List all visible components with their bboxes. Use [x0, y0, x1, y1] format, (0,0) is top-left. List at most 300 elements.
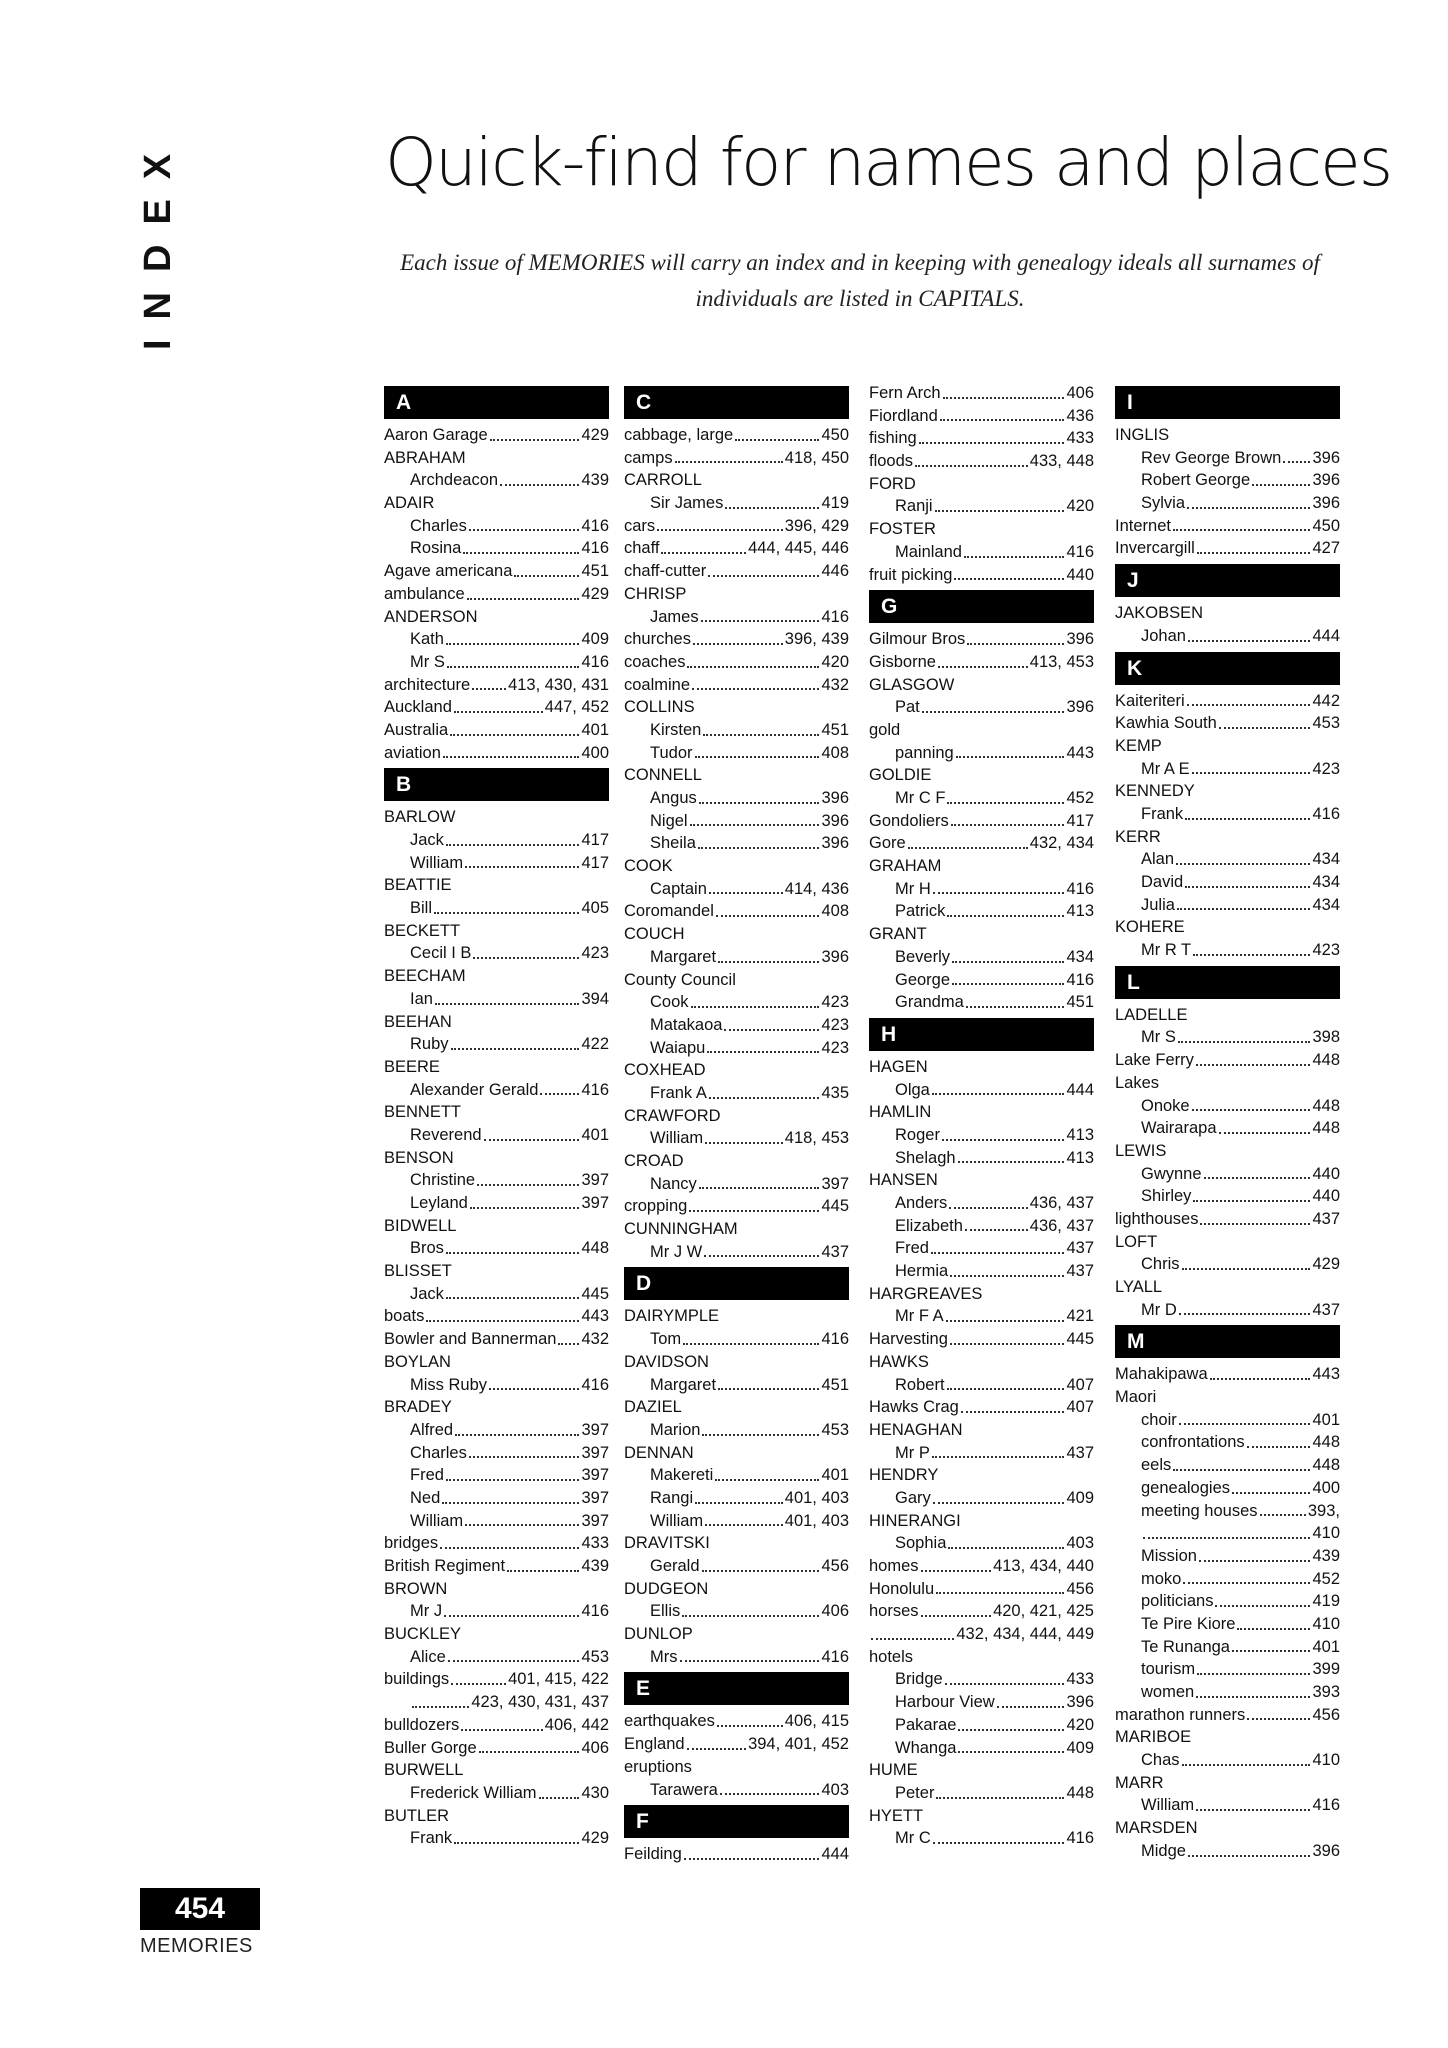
- entry-pages: 413: [1066, 902, 1094, 921]
- entry-name: Hawks Crag: [869, 1398, 959, 1417]
- entry-name: architecture: [384, 675, 471, 694]
- letter-heading-a: A: [384, 386, 609, 419]
- entry-name: bridges: [384, 1534, 439, 1553]
- entry-pages: 408: [821, 902, 849, 921]
- entry-pages: 451: [821, 720, 849, 739]
- index-heading: [384, 1101, 609, 1124]
- entry-name: Leyland: [410, 1194, 468, 1212]
- index-subentry: [624, 1419, 849, 1442]
- entry-pages: 429: [581, 426, 609, 444]
- index-heading: [624, 1218, 849, 1241]
- dot-leader: [709, 1097, 820, 1099]
- entry-name: Tom: [650, 1330, 682, 1349]
- entry-pages: 451: [821, 1375, 849, 1394]
- entry-name: Mainland: [895, 542, 962, 561]
- entry-pages: 401: [1312, 1410, 1340, 1429]
- entry-pages: 400: [581, 743, 609, 762]
- index-entry: [869, 1578, 1094, 1601]
- entry-name: fruit picking: [869, 565, 953, 584]
- dot-leader: [1179, 1423, 1311, 1425]
- entry-name: Mr J: [410, 1602, 443, 1621]
- entry-pages: 413: [1066, 1125, 1094, 1144]
- index-heading: [1115, 735, 1340, 758]
- index-entry: [869, 1623, 1094, 1646]
- dot-leader: [950, 1343, 1065, 1345]
- dot-leader: [426, 1320, 579, 1322]
- letter-heading-g: G: [869, 590, 1094, 623]
- entry-pages: 432: [581, 1330, 609, 1349]
- index-heading: [624, 1623, 849, 1646]
- entry-pages: 406, 442: [544, 1715, 609, 1734]
- entry-name: Mr J W: [650, 1242, 703, 1261]
- dot-leader: [966, 1006, 1065, 1008]
- entry-pages: 405: [581, 899, 609, 918]
- entry-name: DAIRYMPLE: [624, 1307, 720, 1326]
- dot-leader: [1187, 507, 1310, 509]
- entry-name: moko: [1141, 1569, 1182, 1588]
- index-heading: [624, 696, 849, 719]
- entry-pages: 396: [821, 947, 849, 966]
- entry-name: Captain: [650, 879, 707, 898]
- entry-name: Reverend: [410, 1125, 482, 1144]
- letter-heading-c: C: [624, 386, 849, 419]
- dot-leader: [661, 552, 746, 554]
- index-subentry: [384, 897, 609, 920]
- entry-pages: 401: [581, 720, 609, 739]
- entry-pages: 413, 430, 431: [508, 675, 609, 694]
- dot-leader: [500, 484, 579, 486]
- dot-leader: [477, 1184, 579, 1186]
- index-subentry: [1115, 1026, 1340, 1049]
- dot-leader: [1196, 1064, 1311, 1066]
- index-subentry: [869, 1374, 1094, 1397]
- entry-name: panning: [895, 743, 954, 762]
- entry-pages: 436, 437: [1029, 1216, 1094, 1235]
- dot-leader: [705, 1142, 783, 1144]
- entry-name: Peter: [895, 1783, 935, 1802]
- dot-leader: [922, 711, 1065, 713]
- entry-pages: 416: [1066, 1829, 1094, 1848]
- entry-name: William: [650, 1129, 704, 1148]
- index-subentry: [624, 832, 849, 855]
- entry-name: Gilmour Bros: [869, 630, 966, 649]
- entry-name: Frank A: [650, 1083, 707, 1102]
- dot-leader: [871, 1638, 954, 1640]
- index-heading: [384, 1805, 609, 1828]
- entry-pages: 410: [1312, 1751, 1340, 1770]
- entry-pages: 416: [821, 607, 849, 626]
- entry-pages: 401: [821, 1466, 849, 1485]
- index-subentry: [384, 1237, 609, 1260]
- entry-name: LOFT: [1115, 1232, 1158, 1251]
- entry-name: HANSEN: [869, 1171, 938, 1190]
- entry-pages: 401, 403: [784, 1511, 849, 1530]
- index-heading: [869, 923, 1094, 946]
- index-heading: [624, 764, 849, 787]
- entry-pages: 399: [1312, 1660, 1340, 1679]
- letter-heading-f: F: [624, 1805, 849, 1838]
- index-subentry: [624, 606, 849, 629]
- entry-name: CARROLL: [624, 471, 702, 490]
- index-subentry: [624, 1328, 849, 1351]
- entry-pages: 423: [1312, 759, 1340, 778]
- entry-pages: 448: [1312, 1096, 1340, 1115]
- dot-leader: [1252, 484, 1310, 486]
- dot-leader: [940, 419, 1065, 421]
- entry-name: Kaiteriteri: [1115, 691, 1185, 710]
- dot-leader: [463, 552, 579, 554]
- entry-pages: 429: [581, 1829, 609, 1848]
- dot-leader: [539, 1797, 580, 1799]
- entry-name: DAZIEL: [624, 1398, 682, 1417]
- entry-pages: 432, 434, 444, 449: [956, 1625, 1094, 1644]
- index-column-1: [384, 382, 609, 1850]
- entry-name: James: [650, 607, 699, 626]
- entry-pages: 401, 403: [784, 1488, 849, 1507]
- index-subentry: [384, 1782, 609, 1805]
- dot-leader: [935, 510, 1065, 512]
- index-entry: [624, 900, 849, 923]
- entry-name: Tarawera: [650, 1780, 718, 1799]
- entry-name: Archdeacon: [410, 471, 499, 490]
- entry-pages: 444, 445, 446: [748, 539, 849, 558]
- dot-leader: [952, 961, 1064, 963]
- dot-leader: [718, 1388, 819, 1390]
- entry-pages: 397: [581, 1511, 609, 1530]
- entry-name: Harvesting: [869, 1330, 948, 1349]
- index-subentry: [624, 1779, 849, 1802]
- entry-name: England: [624, 1735, 685, 1754]
- entry-pages: 439: [581, 1557, 609, 1575]
- dot-leader: [1192, 772, 1311, 774]
- entry-name: Bill: [410, 899, 433, 918]
- index-subentry: [1115, 625, 1340, 648]
- letter-heading-l: L: [1115, 966, 1340, 999]
- entry-name: FOSTER: [869, 520, 936, 539]
- entry-pages: 434: [1312, 873, 1340, 891]
- dot-leader: [680, 1660, 820, 1662]
- entry-name: Frank: [410, 1829, 453, 1848]
- index-subentry: [1115, 848, 1340, 871]
- entry-name: KERR: [1115, 827, 1161, 846]
- dot-leader: [908, 847, 1028, 849]
- intro-paragraph: Each issue of MEMORIES will carry an index and in keeping with genealogy ideals all surnames of individuals are listed in CAPITALS.: [400, 250, 1320, 311]
- entry-pages: 416: [581, 1602, 609, 1621]
- dot-leader: [701, 620, 820, 622]
- index-subentry: [384, 1124, 609, 1147]
- index-subentry: [384, 1600, 609, 1623]
- entry-name: CROAD: [624, 1152, 684, 1170]
- entry-pages: 443: [1066, 743, 1094, 762]
- dot-leader: [412, 1706, 469, 1708]
- index-subentry: [384, 469, 609, 492]
- entry-name: Coromandel: [624, 902, 714, 921]
- index-heading: [624, 1442, 849, 1465]
- index-subentry: [869, 1827, 1094, 1850]
- entry-pages: 432: [821, 675, 849, 694]
- index-subentry: [869, 696, 1094, 719]
- index-heading: [1115, 424, 1340, 447]
- index-subentry: [384, 1283, 609, 1306]
- entry-name: DUNLOP: [624, 1625, 693, 1644]
- entry-pages: 398: [1312, 1028, 1340, 1047]
- entry-pages: 451: [1066, 993, 1094, 1012]
- entry-pages: 445: [581, 1284, 609, 1303]
- entry-pages: 397: [581, 1443, 609, 1462]
- index-subentry: [1115, 1522, 1340, 1545]
- dot-leader: [1237, 1628, 1310, 1630]
- entry-name: confrontations: [1141, 1433, 1245, 1452]
- entry-name: HAGEN: [869, 1057, 928, 1076]
- entry-name: lighthouses: [1115, 1209, 1199, 1228]
- index-entry: [869, 450, 1094, 473]
- dot-leader: [931, 1252, 1065, 1254]
- dot-leader: [446, 643, 580, 645]
- dot-leader: [675, 461, 783, 463]
- entry-name: Rev George Brown: [1141, 448, 1282, 467]
- index-heading: [869, 1283, 1094, 1306]
- dot-leader: [451, 1683, 506, 1685]
- dot-leader: [946, 1320, 1065, 1322]
- entry-name: COUCH: [624, 925, 685, 944]
- entry-pages: 416: [1312, 804, 1340, 823]
- index-subentry: [384, 1192, 609, 1215]
- entry-name: BARLOW: [384, 808, 456, 827]
- entry-name: BRADEY: [384, 1398, 452, 1417]
- index-heading: [384, 874, 609, 897]
- dot-leader: [1176, 863, 1310, 865]
- index-subentry: [1115, 1545, 1340, 1568]
- dot-leader: [702, 1570, 820, 1572]
- dot-leader: [1199, 1560, 1311, 1562]
- index-heading: [869, 1169, 1094, 1192]
- dot-leader: [454, 1842, 579, 1844]
- entry-pages: 406: [581, 1738, 609, 1757]
- index-entry: [869, 564, 1094, 587]
- entry-name: coalmine: [624, 675, 691, 694]
- dot-leader: [470, 1207, 580, 1209]
- dot-leader: [949, 1207, 1027, 1209]
- entry-name: meeting houses: [1141, 1501, 1258, 1520]
- dot-leader: [1185, 818, 1310, 820]
- index-heading: [869, 1805, 1094, 1828]
- entry-name: horses: [869, 1602, 919, 1621]
- dot-leader: [472, 688, 506, 690]
- dot-leader: [705, 1524, 783, 1526]
- index-subentry: [1115, 1658, 1340, 1681]
- dot-leader: [932, 1456, 1065, 1458]
- entry-name: Jack: [410, 1284, 444, 1303]
- entry-pages: 446: [821, 562, 849, 581]
- entry-name: Mission: [1141, 1546, 1197, 1565]
- index-heading: [869, 719, 1094, 742]
- entry-pages: 420: [1066, 1715, 1094, 1734]
- entry-name: Australia: [384, 720, 449, 739]
- entry-pages: 416: [581, 1080, 609, 1099]
- dot-leader: [434, 912, 579, 914]
- entry-pages: 423: [1312, 941, 1340, 960]
- dot-leader: [1188, 640, 1311, 642]
- index-heading: [624, 1105, 849, 1128]
- dot-leader: [735, 439, 819, 441]
- dot-leader: [1197, 1673, 1310, 1675]
- entry-name: coaches: [624, 652, 686, 671]
- entry-pages: 423: [581, 944, 609, 963]
- index-entry: [384, 1555, 609, 1578]
- entry-pages: 394, 401, 452: [748, 1735, 849, 1754]
- dot-leader: [1283, 461, 1310, 463]
- entry-pages: 445: [1066, 1330, 1094, 1349]
- index-heading: [384, 1215, 609, 1238]
- index-entry: [624, 560, 849, 583]
- index-entry: [1115, 712, 1340, 735]
- dot-leader: [919, 442, 1065, 444]
- index-subentry: [624, 1374, 849, 1397]
- index-entry: [869, 1555, 1094, 1578]
- entry-pages: 416: [1066, 970, 1094, 989]
- entry-pages: 445: [821, 1197, 849, 1216]
- entry-pages: 396: [1066, 1693, 1094, 1712]
- index-entry: [384, 1714, 609, 1737]
- index-subentry: [869, 969, 1094, 992]
- dot-leader: [933, 1842, 1065, 1844]
- entry-pages: 397: [581, 1171, 609, 1190]
- dot-leader: [1177, 908, 1311, 910]
- index-heading: [624, 1396, 849, 1419]
- entry-pages: 420: [1066, 497, 1094, 516]
- entry-name: HAWKS: [869, 1352, 929, 1371]
- entry-name: Mr D: [1141, 1300, 1177, 1319]
- entry-name: Charles: [410, 1443, 467, 1462]
- index-subentry: [1115, 1590, 1340, 1613]
- entry-name: BENSON: [384, 1148, 454, 1167]
- index-subentry: [624, 991, 849, 1014]
- entry-name: Mr C F: [895, 789, 946, 807]
- dot-leader: [1143, 1537, 1310, 1539]
- entry-pages: 420: [821, 652, 849, 671]
- index-subentry: [869, 1532, 1094, 1555]
- entry-name: Gondoliers: [869, 811, 949, 830]
- entry-pages: 452: [1066, 789, 1094, 807]
- index-subentry: [384, 1691, 609, 1714]
- entry-name: Mahakipawa: [1115, 1365, 1208, 1384]
- entry-pages: 439: [581, 471, 609, 490]
- entry-pages: 440: [1066, 565, 1094, 584]
- dot-leader: [947, 915, 1064, 917]
- entry-name: Alexander Gerald: [410, 1080, 539, 1099]
- index-subentry: [869, 1237, 1094, 1260]
- entry-pages: 396: [1066, 630, 1094, 649]
- index-subentry: [624, 810, 849, 833]
- entry-name: Waiapu: [650, 1038, 706, 1057]
- index-subentry: [869, 1442, 1094, 1465]
- index-heading: [869, 1510, 1094, 1533]
- entry-name: marathon runners: [1115, 1705, 1246, 1724]
- dot-leader: [1260, 1514, 1306, 1516]
- index-subentry: [624, 1487, 849, 1510]
- index-subentry: [869, 878, 1094, 901]
- index-subentry: [624, 1464, 849, 1487]
- entry-name: chaff-cutter: [624, 562, 707, 581]
- entry-name: cars: [624, 516, 656, 535]
- page-number: 454: [140, 1888, 260, 1930]
- index-heading: [1115, 916, 1340, 939]
- index-heading: [384, 1056, 609, 1079]
- entry-pages: 417: [581, 831, 609, 849]
- index-subentry: [624, 946, 849, 969]
- index-entry: [384, 719, 609, 742]
- index-entry: [869, 810, 1094, 833]
- index-subentry: [869, 1192, 1094, 1215]
- dot-leader: [954, 578, 1064, 580]
- entry-pages: 394: [581, 989, 609, 1008]
- index-subentry: [869, 1737, 1094, 1760]
- dot-leader: [446, 844, 580, 846]
- entry-pages: 448: [581, 1239, 609, 1258]
- letter-heading-b: B: [384, 768, 609, 801]
- dot-leader: [455, 1434, 579, 1436]
- entry-name: Mr H: [895, 879, 931, 898]
- dot-leader: [1197, 552, 1311, 554]
- dot-leader: [558, 1343, 579, 1345]
- entry-name: Rosina: [410, 539, 462, 558]
- entry-name: eruptions: [624, 1757, 692, 1776]
- index-entry: [624, 424, 849, 447]
- entry-name: Agave americana: [384, 562, 513, 581]
- entry-pages: 396: [821, 834, 849, 853]
- index-subentry: [624, 1646, 849, 1669]
- entry-pages: 393: [1312, 1683, 1340, 1701]
- entry-pages: 418, 453: [784, 1129, 849, 1148]
- entry-name: Te Runanga: [1141, 1637, 1230, 1656]
- index-subentry: [1115, 1636, 1340, 1659]
- index-heading: [869, 1646, 1094, 1669]
- entry-pages: 433: [1066, 1670, 1094, 1689]
- index-heading: [624, 1305, 849, 1328]
- entry-name: Ned: [410, 1488, 441, 1507]
- entry-name: Mr F A: [895, 1307, 944, 1326]
- entry-name: County Council: [624, 970, 736, 989]
- entry-name: Midge: [1141, 1841, 1186, 1860]
- entry-name: earthquakes: [624, 1712, 715, 1731]
- dot-leader: [958, 1751, 1064, 1753]
- entry-name: cropping: [624, 1197, 688, 1216]
- dot-leader: [956, 756, 1065, 758]
- index-heading: [1115, 1140, 1340, 1163]
- index-entry: [869, 1600, 1094, 1623]
- entry-name: Mr S: [410, 652, 445, 671]
- dot-leader: [707, 1051, 819, 1053]
- index-entry: [1115, 537, 1340, 560]
- entry-name: DAVIDSON: [624, 1352, 709, 1371]
- index-heading: [384, 1351, 609, 1374]
- letter-heading-e: E: [624, 1672, 849, 1705]
- entry-pages: 396: [821, 789, 849, 807]
- dot-leader: [938, 666, 1028, 668]
- entry-pages: 450: [1312, 516, 1340, 535]
- entry-pages: 452: [1312, 1569, 1340, 1588]
- entry-pages: 432, 434: [1029, 834, 1094, 853]
- entry-name: Makereti: [650, 1466, 714, 1485]
- entry-pages: 408: [821, 743, 849, 762]
- index-subentry: [869, 1215, 1094, 1238]
- entry-pages: 442: [1312, 691, 1340, 710]
- dot-leader: [1188, 1855, 1311, 1857]
- entry-name: BUCKLEY: [384, 1625, 462, 1644]
- index-heading: [624, 1578, 849, 1601]
- index-entry: [384, 1328, 609, 1351]
- letter-heading-d: D: [624, 1267, 849, 1300]
